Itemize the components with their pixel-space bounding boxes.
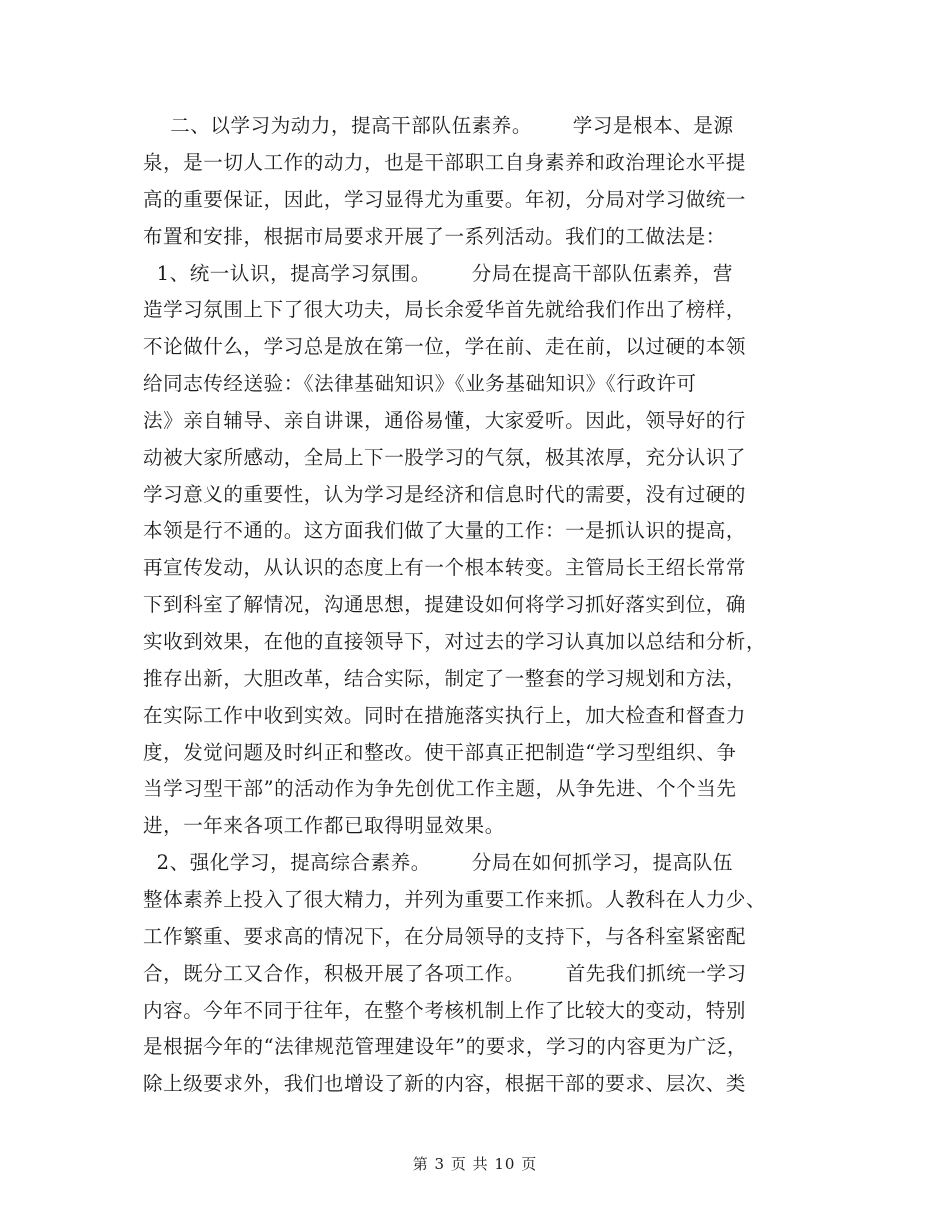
text-line: 法》亲自辅导、亲自讲课，通俗易懂，大家爱听。因此，领导好的行 bbox=[143, 409, 747, 432]
text-line: 2、强化学习，提高综合素养。 分局在如何抓学习，提高队伍 bbox=[143, 851, 733, 874]
text-line: 布置和安排，根据市局要求开展了一系列活动。我们的工做法是： bbox=[143, 225, 726, 248]
text-line: 推存出新，大胆改革，结合实际，制定了一整套的学习规划和方法， bbox=[143, 667, 747, 690]
text-line: 给同志传经送验：《法律基础知识》《业务基础知识》《行政许可 bbox=[143, 372, 697, 395]
text-line: 高的重要保证，因此，学习显得尤为重要。年初，分局对学习做统一 bbox=[143, 188, 747, 211]
text-line: 内容。今年不同于往年，在整个考核机制上作了比较大的变动，特别 bbox=[143, 999, 747, 1022]
text-line: 本领是行不通的。这方面我们做了大量的工作：一是抓认识的提高， bbox=[143, 519, 747, 542]
text-line: 在实际工作中收到实效。同时在措施落实执行上，加大检查和督查力 bbox=[143, 704, 747, 727]
text-line: 当学习型干部”的活动作为争先创优工作主题，从争先进、个个当先 bbox=[143, 777, 737, 800]
text-line: 进，一年来各项工作都已取得明显效果。 bbox=[143, 814, 505, 837]
text-line: 学习意义的重要性，认为学习是经济和信息时代的需要，没有过硬的 bbox=[143, 483, 747, 506]
text-line: 工作繁重、要求高的情况下，在分局领导的支持下，与各科室紧密配 bbox=[143, 925, 747, 948]
text-line: 除上级要求外，我们也增设了新的内容，根据干部的要求、层次、类 bbox=[143, 1072, 747, 1095]
text-line: 是根据今年的“法律规范管理建设年”的要求，学习的内容更为广泛， bbox=[143, 1035, 748, 1058]
text-line: 泉，是一切人工作的动力，也是干部职工自身素养和政治理论水平提 bbox=[143, 151, 747, 174]
text-line: 合，既分工又合作，积极开展了各项工作。 首先我们抓统一学习 bbox=[143, 962, 747, 985]
page-number: 第 3 页 共 10 页 bbox=[412, 1155, 538, 1173]
text-line: 不论做什么，学习总是放在第一位，学在前、走在前，以过硬的本领 bbox=[143, 335, 747, 358]
text-line: 造学习氛围上下了很大功夫，局长余爱华首先就给我们作出了榜样， bbox=[143, 298, 747, 321]
text-line: 实收到效果，在他的直接领导下，对过去的学习认真加以总结和分析， bbox=[143, 630, 767, 653]
text-line: 再宣传发动，从认识的态度上有一个根本转变。主管局长王绍长常常 bbox=[143, 556, 747, 579]
text-line: 1、统一认识，提高学习氛围。 分局在提高干部队伍素养，营 bbox=[143, 262, 733, 285]
text-line: 动被大家所感动，全局上下一股学习的气氛，极其浓厚，充分认识了 bbox=[143, 446, 747, 469]
text-line: 整体素养上投入了很大精力，并列为重要工作来抓。人教科在人力少、 bbox=[143, 888, 767, 911]
text-line: 下到科室了解情况，沟通思想，提建设如何将学习抓好落实到位，确 bbox=[143, 593, 747, 616]
text-line: 二、以学习为动力，提高干部队伍素养。 学习是根本、是源 bbox=[143, 114, 734, 137]
text-line: 度，发觉问题及时纠正和整改。使干部真正把制造“学习型组织、争 bbox=[143, 741, 737, 764]
